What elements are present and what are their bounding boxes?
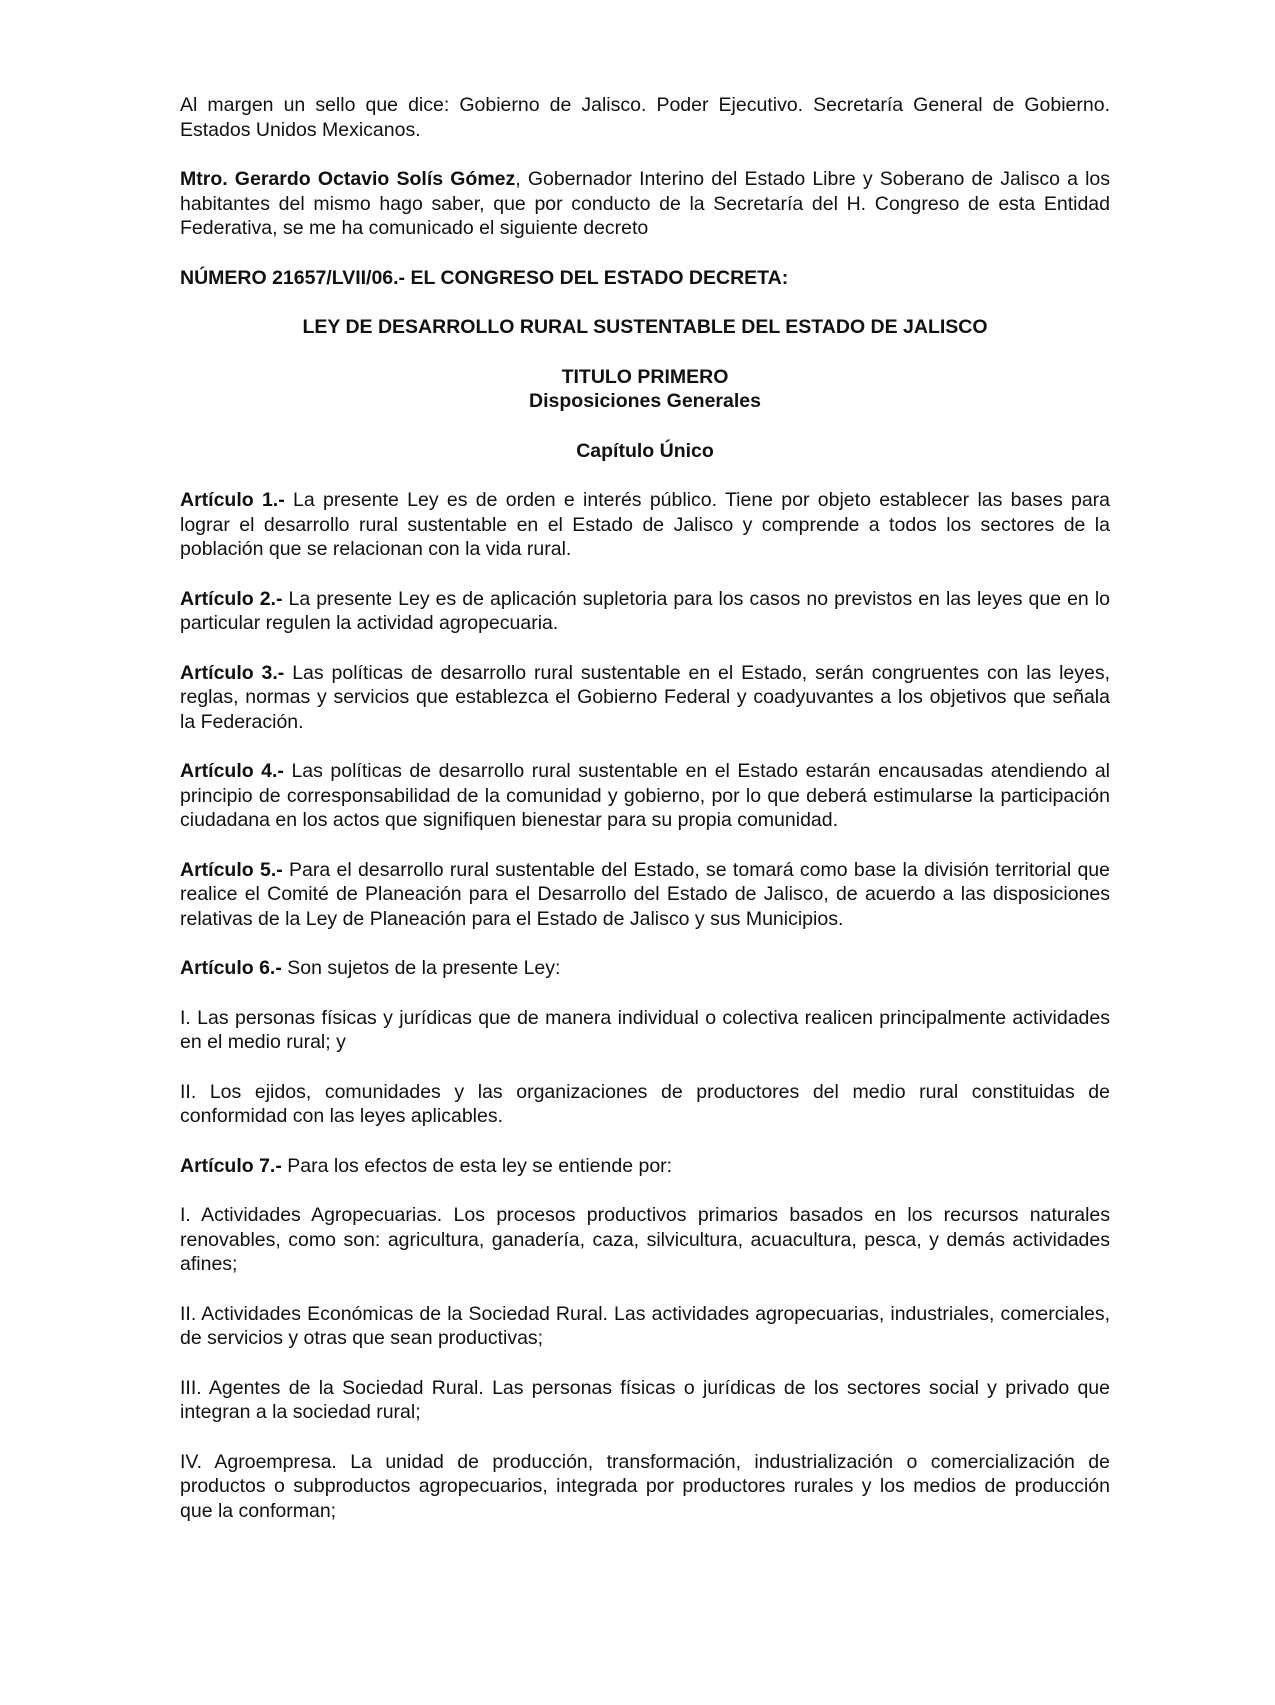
title-heading-block (180, 365, 1110, 414)
governor-paragraph (180, 167, 1110, 241)
article-paragraph: Artículo 2.- La presente Ley es de aplicación supletoria para los casos no previstos en las leyes que en lo particular regulen la actividad agropecuaria. (180, 587, 1110, 634)
list-item: IV. Agroempresa. La unidad de producción, transformación, industrialización o comercialización de productos o subproductos agropecuarios, integrada por productores rurales y los medios de producción que la conforman; (180, 1450, 1110, 1522)
governor-text: , Gobernador Interino del Estado Libre y Soberano de Jalisco a los habitantes del mismo hago saber, que por conducto de la Secretaría del H. Congreso de esta Entidad Federativa, se me ha comunicado el siguiente decreto (180, 168, 1110, 239)
seal-paragraph: Al margen un sello que dice: Gobierno de Jalisco. Poder Ejecutivo. Secretaría General de Gobierno. Estados Unidos Mexicanos. (180, 94, 1110, 141)
title-subheading: Disposiciones Generales (529, 390, 761, 412)
list-item: I. Las personas físicas y jurídicas que de manera individual o colectiva realicen principalmente actividades en el medio rural; y (180, 1006, 1110, 1053)
title-heading: TITULO PRIMERO (561, 365, 729, 388)
article-paragraph: Artículo 4.- Las políticas de desarrollo rural sustentable en el Estado estarán encausadas atendiendo al principio de corresponsabilidad de la comunidad y gobierno, por lo que deberá estimularse la participación ciudadana en los actos que signifiquen bienestar para su propia comunidad. (180, 760, 1110, 831)
document-page (180, 93, 1110, 1548)
chapter-heading: Capítulo Único (576, 439, 714, 462)
article-paragraph: Artículo 7.- Para los efectos de esta ley se entiende por: (180, 1154, 673, 1177)
list-item: II. Actividades Económicas de la Sociedad Rural. Las actividades agropecuarias, industriales, comerciales, de servicios y otras que sean productivas; (180, 1302, 1110, 1349)
article-paragraph: Artículo 3.- Las políticas de desarrollo rural sustentable en el Estado, serán congruentes con las leyes, reglas, normas y servicios que establezca el Gobierno Federal y coadyuvantes a los objetivos que señala la Federación. (180, 661, 1111, 733)
law-title: LEY DE DESARROLLO RURAL SUSTENTABLE DEL ESTADO DE JALISCO (302, 316, 988, 338)
decree-number: NÚMERO 21657/LVII/06.- EL CONGRESO DEL ESTADO DECRETA: (180, 266, 789, 289)
article-paragraph: Artículo 6.- Son sujetos de la presente Ley: (180, 957, 561, 979)
article-paragraph: Artículo 1.- La presente Ley es de orden e interés público. Tiene por objeto establecer las bases para lograr el desarrollo rural sustentable en el Estado de Jalisco y comprende a todos los sectores de la población que se relacionan con la vida rural. (180, 489, 1111, 560)
article-paragraph: Artículo 5.- Para el desarrollo rural sustentable del Estado, se tomará como base la división territorial que realice el Comité de Planeación para el Desarrollo del Estado de Jalisco, de acuerdo a las disposiciones relativas de la Ley de Planeación para el Estado de Jalisco y sus Municipios. (180, 858, 1110, 930)
governor-name: Mtro. Gerardo Octavio Solís Gómez (180, 168, 516, 190)
list-item: I. Actividades Agropecuarias. Los procesos productivos primarios basados en los recursos naturales renovables, como son: agricultura, ganadería, caza, silvicultura, acuacultura, pesca, y demás actividades afines; (180, 1204, 1110, 1275)
list-item: III. Agentes de la Sociedad Rural. Las personas físicas o jurídicas de los sectores social y privado que integran a la sociedad rural; (180, 1376, 1110, 1423)
list-item: II. Los ejidos, comunidades y las organizaciones de productores del medio rural constituidas de conformidad con las leyes aplicables. (180, 1080, 1110, 1127)
